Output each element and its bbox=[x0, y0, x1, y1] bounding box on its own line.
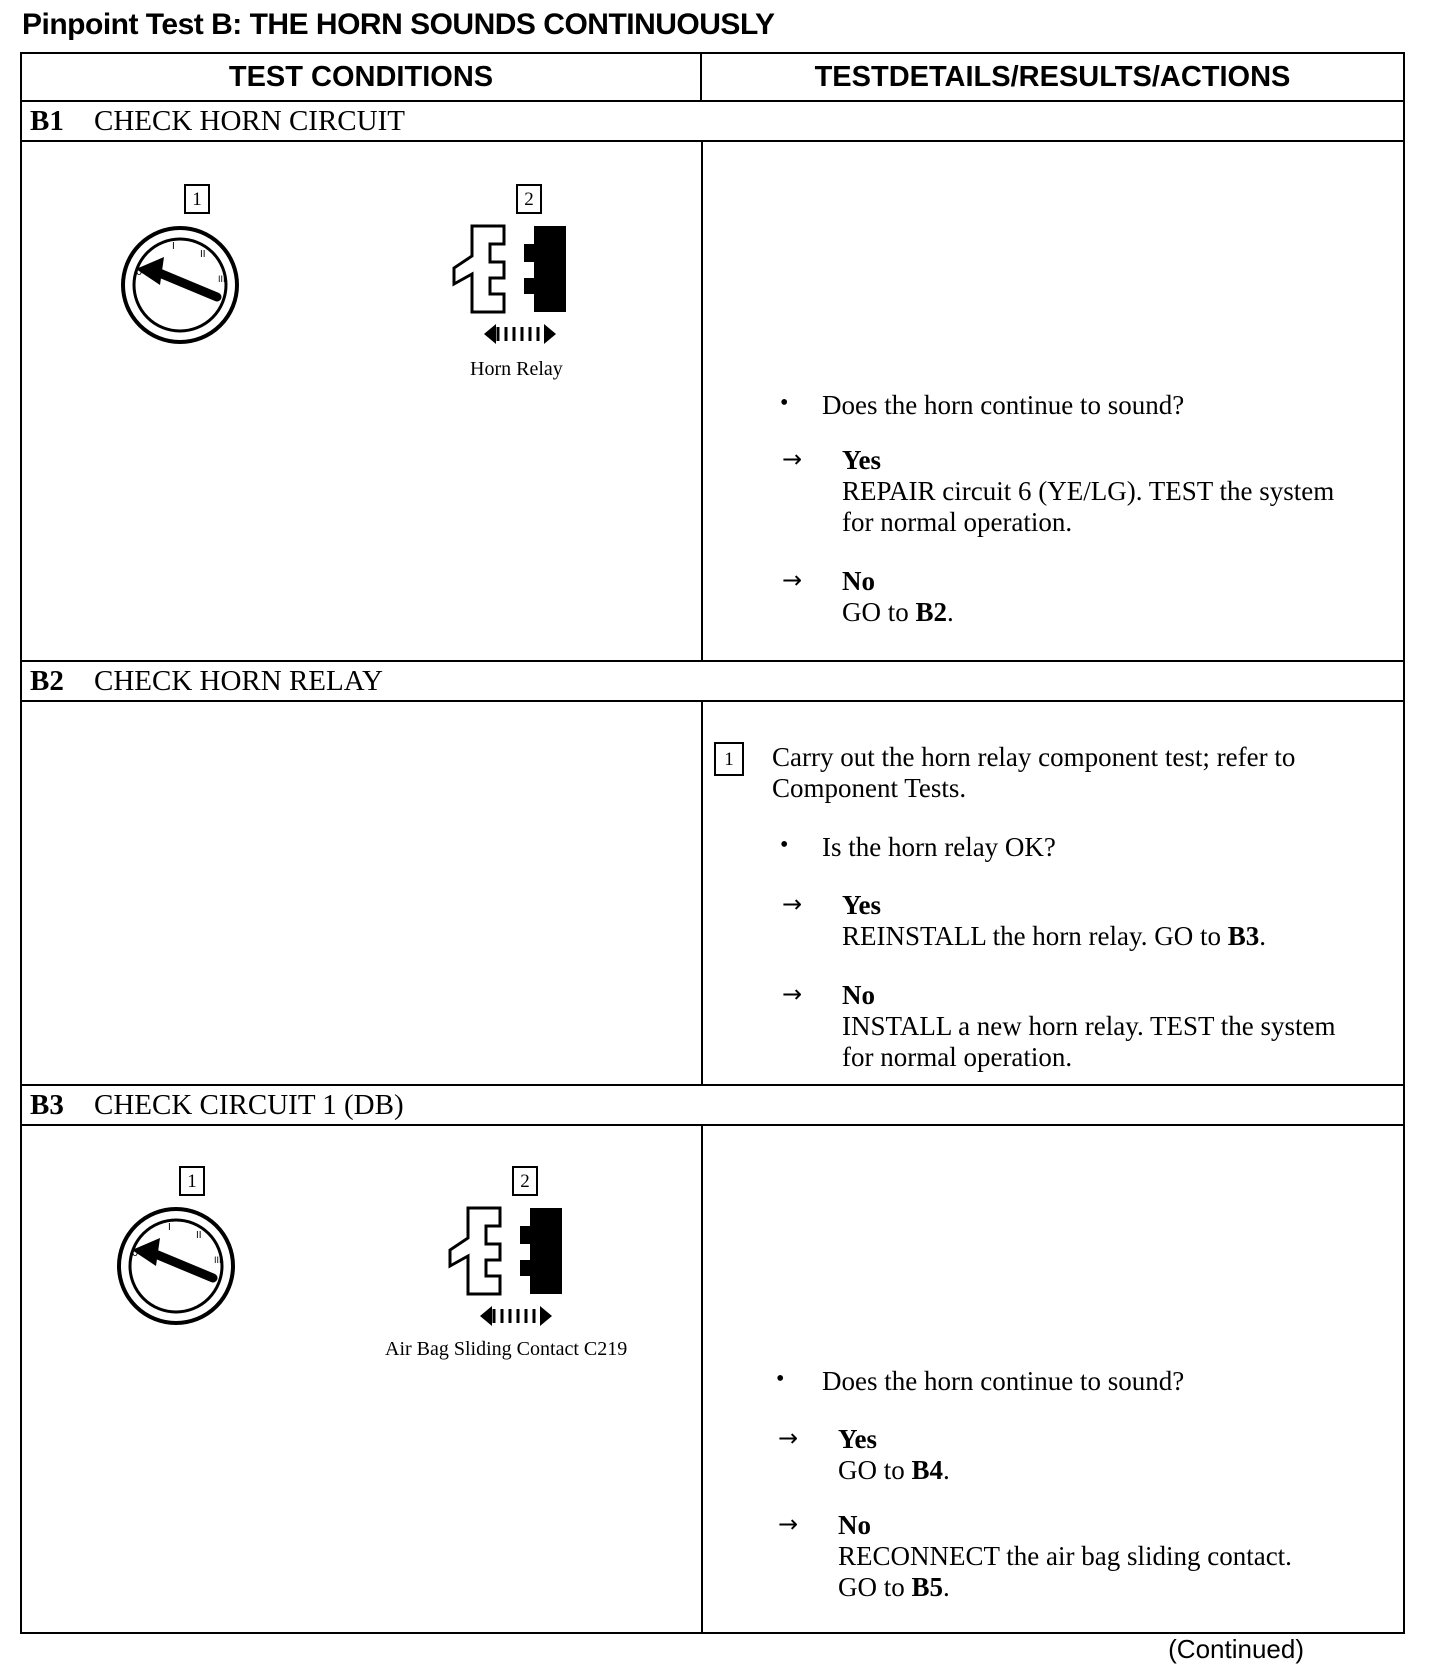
arrow-right-icon: → bbox=[782, 445, 803, 473]
column-divider bbox=[701, 1126, 703, 1632]
header-test-conditions: TEST CONDITIONS bbox=[22, 54, 702, 100]
no-action-suffix: . bbox=[943, 1572, 950, 1602]
table-header bbox=[22, 54, 1403, 102]
page-title: Pinpoint Test B: THE HORN SOUNDS CONTINUOUSLY bbox=[22, 8, 775, 41]
callout-box-1: 1 bbox=[179, 1166, 205, 1196]
arrow-right-icon: → bbox=[782, 980, 803, 1008]
step-body-b2 bbox=[22, 702, 1403, 1086]
ignition-switch-icon bbox=[118, 1208, 238, 1328]
svg-text:II: II bbox=[196, 1230, 202, 1241]
step-body-b3 bbox=[22, 1126, 1403, 1632]
yes-action-suffix: . bbox=[943, 1455, 950, 1485]
no-action-line-1: RECONNECT the air bag sliding contact. bbox=[838, 1541, 1292, 1571]
yes-action-line-2: for normal operation. bbox=[842, 507, 1073, 537]
arrow-right-icon: → bbox=[778, 1510, 799, 1538]
step-reference: B5 bbox=[911, 1572, 944, 1602]
yes-action-line-1: REPAIR circuit 6 (YE/LG). TEST the system bbox=[842, 476, 1335, 506]
step-id: B3 bbox=[30, 1089, 64, 1121]
svg-text:I: I bbox=[168, 1222, 171, 1233]
svg-text:III: III bbox=[218, 274, 226, 284]
column-divider bbox=[701, 142, 703, 660]
callout-box-1: 1 bbox=[184, 184, 210, 214]
no-action-line-2 bbox=[838, 1572, 950, 1603]
step-body-b1 bbox=[22, 142, 1403, 662]
svg-text:III: III bbox=[214, 1255, 222, 1265]
bullet-icon: • bbox=[780, 390, 789, 416]
bullet-icon: • bbox=[776, 1366, 785, 1392]
callout-box-1: 1 bbox=[714, 742, 744, 776]
callout-box-2: 2 bbox=[512, 1166, 538, 1196]
question-text: Is the horn relay OK? bbox=[822, 832, 1056, 862]
yes-label: Yes bbox=[842, 890, 881, 920]
yes-action-text: REINSTALL the horn relay. GO to bbox=[842, 921, 1228, 951]
continued-label: (Continued) bbox=[1168, 1634, 1304, 1664]
no-label: No bbox=[842, 566, 875, 596]
question-text: Does the horn continue to sound? bbox=[822, 390, 1185, 420]
step-row-b3 bbox=[22, 1086, 1403, 1126]
step-id: B2 bbox=[30, 665, 64, 697]
step-row-b2 bbox=[22, 662, 1403, 702]
step-reference: B3 bbox=[1227, 921, 1260, 951]
instruction-line-2: Component Tests. bbox=[772, 773, 967, 803]
yes-action-suffix: . bbox=[1259, 921, 1267, 951]
step-name: CHECK HORN CIRCUIT bbox=[94, 105, 405, 137]
svg-text:II: II bbox=[200, 249, 206, 260]
arrow-right-icon: → bbox=[778, 1424, 799, 1452]
yes-action-text: GO to bbox=[838, 1455, 912, 1485]
no-label: No bbox=[838, 1510, 871, 1540]
step-reference: B4 bbox=[911, 1455, 944, 1485]
no-action-suffix: . bbox=[947, 597, 954, 627]
connector-disconnect-icon bbox=[448, 1208, 588, 1328]
step-reference: B2 bbox=[915, 597, 948, 627]
figure-caption: Air Bag Sliding Contact C219 bbox=[385, 1338, 628, 1360]
arrow-right-icon: → bbox=[782, 890, 803, 918]
yes-action bbox=[842, 921, 1266, 952]
arrow-right-icon: → bbox=[782, 566, 803, 594]
figure-caption: Horn Relay bbox=[470, 358, 563, 380]
no-action bbox=[842, 597, 954, 628]
svg-text:0: 0 bbox=[132, 1247, 139, 1259]
no-action-line-1: INSTALL a new horn relay. TEST the system bbox=[842, 1011, 1336, 1041]
column-divider bbox=[701, 702, 703, 1084]
step-id: B1 bbox=[30, 105, 64, 137]
no-action-text: GO to bbox=[838, 1572, 912, 1602]
step-name: CHECK HORN RELAY bbox=[94, 665, 383, 697]
no-action-line-2: for normal operation. bbox=[842, 1042, 1073, 1072]
svg-text:I: I bbox=[172, 241, 175, 252]
ignition-switch-icon bbox=[122, 227, 242, 347]
instruction-line-1: Carry out the horn relay component test; refer to bbox=[772, 742, 1296, 772]
header-test-details: TESTDETAILS/RESULTS/ACTIONS bbox=[814, 61, 1291, 93]
bullet-icon: • bbox=[780, 832, 789, 858]
yes-label: Yes bbox=[842, 445, 881, 475]
question-text: Does the horn continue to sound? bbox=[822, 1366, 1185, 1396]
pinpoint-test-table bbox=[20, 52, 1405, 1634]
no-label: No bbox=[842, 980, 875, 1010]
step-name: CHECK CIRCUIT 1 (DB) bbox=[94, 1089, 404, 1121]
step-row-b1 bbox=[22, 102, 1403, 142]
yes-label: Yes bbox=[838, 1424, 877, 1454]
callout-box-2: 2 bbox=[516, 184, 542, 214]
yes-action bbox=[838, 1455, 950, 1486]
svg-text:0: 0 bbox=[136, 266, 143, 278]
connector-disconnect-icon bbox=[452, 226, 592, 346]
no-action-text: GO to bbox=[842, 597, 916, 627]
